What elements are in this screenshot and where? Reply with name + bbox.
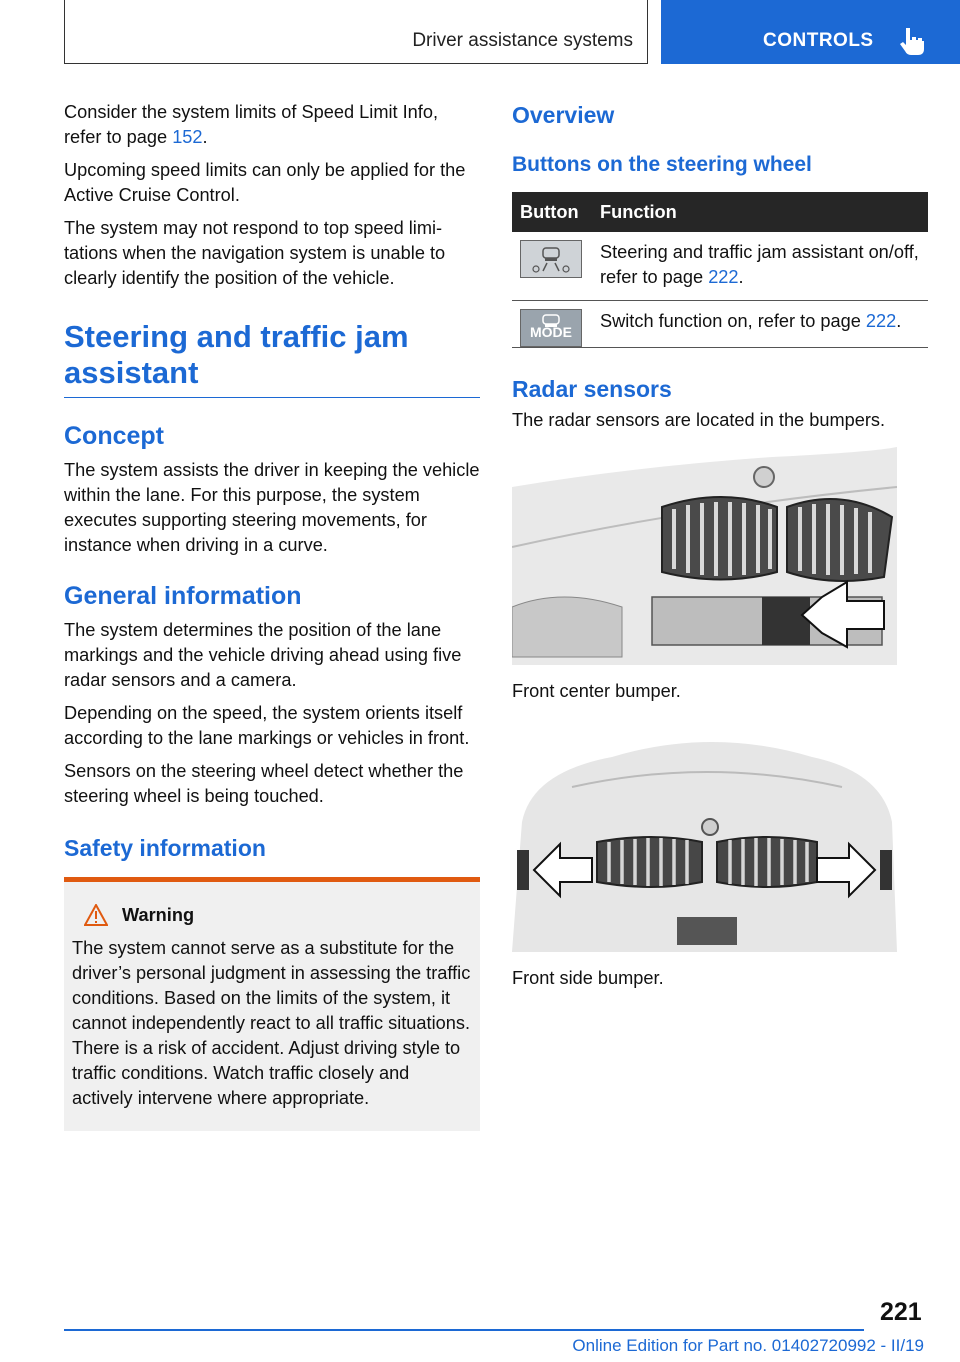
safety-information-heading: Safety information xyxy=(64,835,266,861)
running-header-section xyxy=(64,0,648,64)
mode-label: MODE xyxy=(530,324,572,340)
general-information-heading: General information xyxy=(64,582,302,610)
function-cell: Switch function on, refer to page 222. xyxy=(592,301,928,348)
general-paragraph: Sensors on the steering wheel detect whether the steering wheel is being touched. xyxy=(64,761,464,806)
steering-assist-icon xyxy=(520,240,582,278)
page-number: 221 xyxy=(880,1298,922,1326)
warning-triangle-icon xyxy=(84,904,108,926)
overview-heading: Overview xyxy=(512,102,615,128)
warning-label: Warning xyxy=(122,904,195,925)
left-column xyxy=(64,100,480,1131)
page-link[interactable]: 152 xyxy=(172,127,203,147)
front-center-bumper-image xyxy=(512,447,897,665)
warning-title xyxy=(72,904,472,926)
pointing-hand-icon xyxy=(899,26,927,56)
intro-paragraph: Upcoming speed limits can only be applied for the Active Cruise Control. xyxy=(64,160,466,205)
figure-caption: Front center bumper. xyxy=(512,681,681,701)
warning-box xyxy=(64,877,480,1131)
concept-heading: Concept xyxy=(64,422,164,450)
front-side-bumper-image xyxy=(512,732,897,952)
table-row xyxy=(512,301,928,348)
column-header: Button xyxy=(512,192,592,232)
concept-paragraph: The system assists the driver in keeping the vehicle within the lane. For this purpose, the system executes supporting steering movements, for instance when driving in a curve. xyxy=(64,460,480,555)
mode-button-icon xyxy=(520,309,582,347)
radar-sensors-heading: Radar sensors xyxy=(512,376,672,402)
page-link[interactable]: 222 xyxy=(865,311,897,331)
warning-text: The system cannot serve as a substitute for the driver’s personal judgment in assessing the traffic conditions. Based on the limits of the system, it cannot independently react to all traffic situations. There is a risk of accident. Adjust driving style to traffic conditions. Watch traffic closely and actively intervene where appropriate. xyxy=(72,938,471,1108)
buttons-heading: Buttons on the steering wheel xyxy=(512,153,812,176)
function-cell: Steering and traffic jam assistant on/off, refer to page 222. xyxy=(592,232,928,301)
intro-paragraph: The system may not respond to top speed limitations when the navigation system is unable to clearly identify the position of the vehicle. xyxy=(64,218,446,288)
main-section-title: Steering and traffic jam assistant xyxy=(64,319,480,398)
column-header: Function xyxy=(592,192,928,232)
table-header-row xyxy=(512,192,928,232)
general-paragraph: Depending on the speed, the system orients itself according to the lane markings or vehicles in front. xyxy=(64,703,470,748)
section-title: Driver assistance systems xyxy=(412,30,633,51)
general-paragraph: The system determines the position of the lane markings and the vehicle driving ahead using five radar sensors and a camera. xyxy=(64,620,462,690)
radar-paragraph: The radar sensors are located in the bumpers. xyxy=(512,410,886,430)
page-link[interactable]: 222 xyxy=(708,267,739,287)
right-column xyxy=(512,100,928,1019)
figure-caption: Front side bumper. xyxy=(512,968,664,988)
footer-rule xyxy=(64,1329,864,1331)
intro-paragraph: Consider the system limits of Speed Limit Info, refer to page 152. xyxy=(64,102,439,147)
chapter-tab[interactable] xyxy=(661,0,960,64)
chapter-title: CONTROLS xyxy=(763,30,874,51)
buttons-table xyxy=(512,192,928,348)
footer-edition: Online Edition for Part no. 01402720992 - II/19 xyxy=(572,1336,924,1355)
table-row xyxy=(512,232,928,301)
